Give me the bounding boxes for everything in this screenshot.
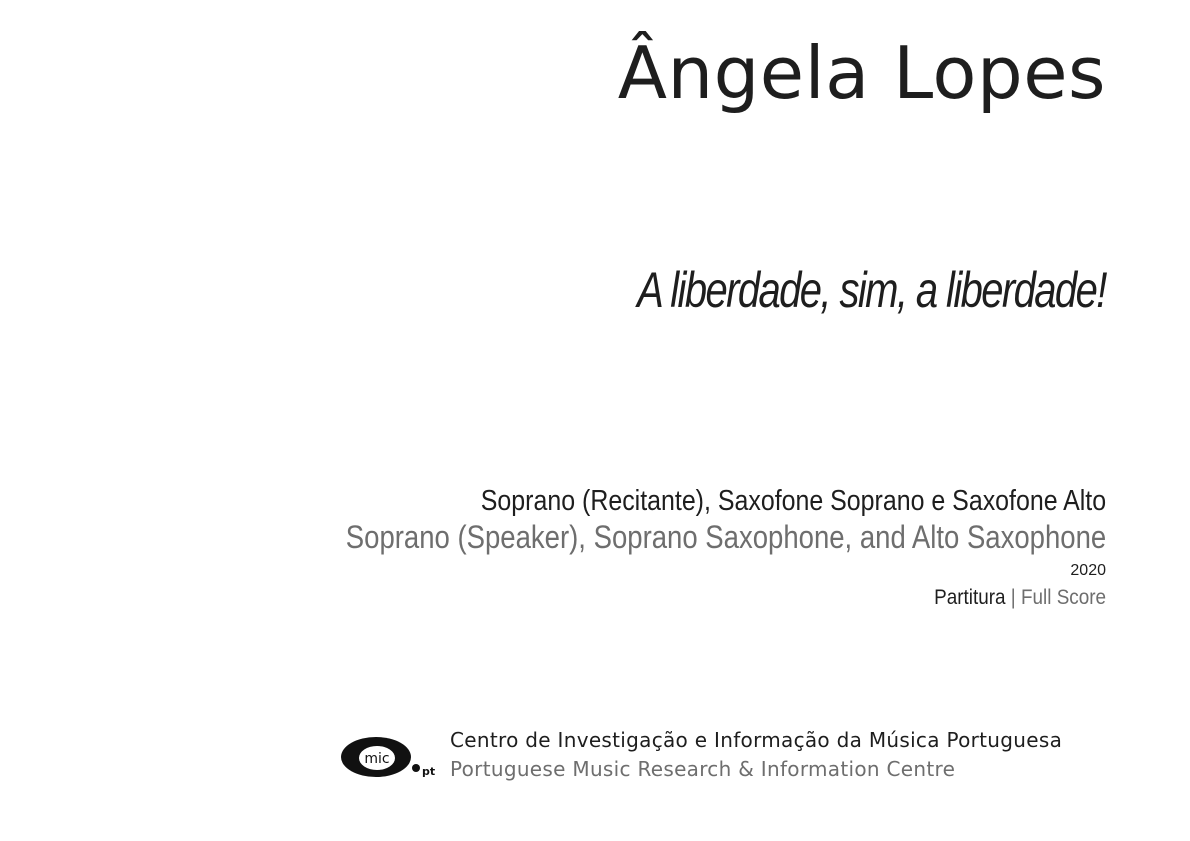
logo-dot [412,764,420,772]
organization-name-english: Portuguese Music Research & Information Centre [450,757,956,781]
score-type-english: Full Score [1020,586,1106,609]
mic-pt-logo-icon [340,733,440,783]
score-type-separator: | [1010,586,1016,609]
composer-name: Ângela Lopes [617,31,1106,115]
score-type [934,585,1106,611]
instrumentation-portuguese: Soprano (Recitante), Saxofone Soprano e Saxofone Alto [480,485,1106,517]
year: 2020 [1070,562,1106,579]
score-type-portuguese: Partitura [934,586,1006,609]
logo-text: mic [364,751,390,767]
organization-name-portuguese: Centro de Investigação e Informação da Música Portuguesa [450,728,1063,752]
logo-suffix: pt [422,765,436,778]
work-title: A liberdade, sim, a liberdade! [637,262,1106,318]
instrumentation-english: Soprano (Speaker), Soprano Saxophone, and Alto Saxophone [345,519,1106,555]
